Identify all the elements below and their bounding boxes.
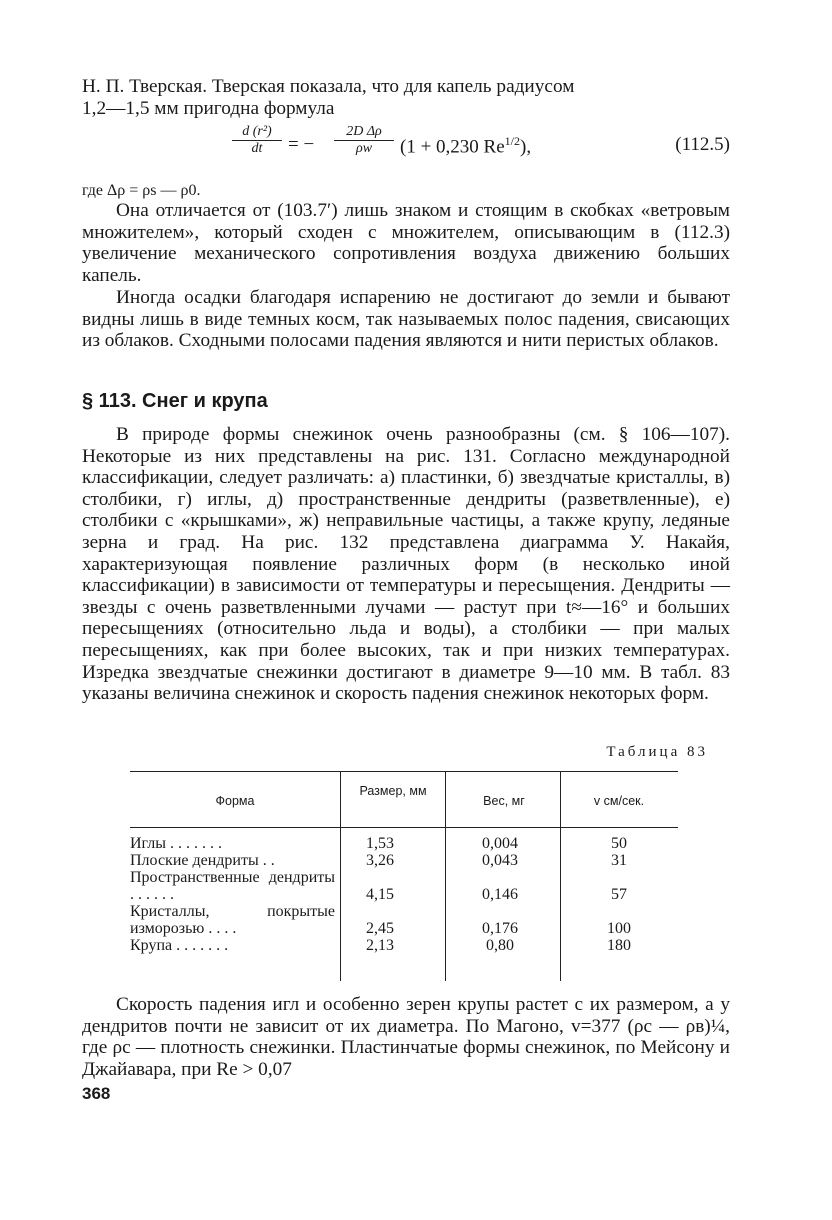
intro-line-1: Н. П. Тверская. Тверская показала, что для капель радиусом — [82, 76, 575, 97]
table-row-5-velocity: 180 — [607, 937, 631, 954]
table-row-2-size: 3,26 — [366, 852, 394, 869]
paragraph-1: Она отличается от (103.7′) лишь знаком и стоящим в скобках «ветровым множителем», который сходен с множителем, описывающим в (112.3) увеличение механического сопротивления воздуха движению больших капель. — [82, 200, 730, 286]
table-row-5-weight: 0,80 — [486, 937, 514, 954]
intro-text — [82, 76, 730, 119]
table-row-5-size: 2,13 — [366, 937, 394, 954]
table-row-4-size: 2,45 — [366, 920, 394, 937]
table-row-4-form: Кристаллы, покрытые изморозью . . . . — [130, 903, 335, 937]
table-row-1-size: 1,53 — [366, 835, 394, 852]
formula-rhs-numerator: 2D Δρ — [346, 124, 382, 139]
table-header-rule — [130, 827, 678, 828]
data-table — [130, 771, 678, 981]
table-row-3-weight: 0,146 — [482, 886, 518, 903]
where-line: где Δρ = ρs — ρ0. — [82, 182, 201, 199]
formula-rhs-denominator: ρw — [334, 140, 394, 157]
paragraph-3: В природе формы снежинок очень разнообразны (см. § 106—107). Некоторые из них представлены на рис. 131. Согласно международной классификации, следует различать: а) пластинки, б) звездчатые кристаллы, в) столбики, г) иглы, д) пространственные дендриты (разветвленные), е) столбики с «крышками», ж) неправильные частицы, а также крупу, ледяные зерна и град. На рис. 132 представлена диаграмма У. Накайя, характеризующая появление различных форм (в несколько иной классификации) в зависимости от температуры и пересыщения. Дендриты — звезды с очень разветвленными лучами — растут при t≈—16° и больших пересыщениях (относительно льда и воды), а столбики — при малых пересыщениях, как при более высоких, так и при низких температурах. Изредка звездчатые снежинки достигают в диаметре 9—10 мм. В табл. 83 указаны величина снежинок и скорость падения снежинок некоторых форм. — [82, 424, 730, 705]
table-row-1-weight: 0,004 — [482, 835, 518, 852]
paragraph-2: Иногда осадки благодаря испарению не достигают до земли и бывают видны лишь в виде темных косм, так называемых полос падения, свисающих из облаков. Сходными полосами падения являются и нити перистых облаков. — [82, 287, 730, 352]
formula-112-5 — [82, 124, 730, 170]
table-header-weight: Вес, мг — [483, 794, 525, 808]
paragraph-4: Скорость падения игл и особенно зерен крупы растет с их размером, а у дендритов почти не зависит от их диаметра. По Магоно, v=377 (ρс — ρв)¼, где ρс — плотность снежинки. Пластинчатые формы снежинок, по Мейсону и Джайавара, при Re > 0,07 — [82, 994, 730, 1080]
table-row-5-form: Крупа . . . . . . . — [130, 937, 229, 954]
table-divider-1 — [340, 771, 341, 981]
table-row-3-form: Пространственные дендриты . . . . . . — [130, 869, 335, 903]
table-row-3-size: 4,15 — [366, 886, 394, 903]
table-header-form: Форма — [215, 794, 255, 808]
table-divider-3 — [560, 771, 561, 981]
formula-lhs — [232, 124, 282, 157]
page-number: 368 — [82, 1084, 111, 1103]
formula-close: ), — [520, 136, 532, 158]
table-row-2-velocity: 31 — [611, 852, 627, 869]
table-row-4-velocity: 100 — [607, 920, 631, 937]
table-row-1-velocity: 50 — [611, 835, 627, 852]
table-row-2-form: Плоские дендриты . . — [130, 852, 275, 869]
table-row-3-velocity: 57 — [611, 886, 627, 903]
formula-rhs-fraction — [334, 124, 394, 157]
formula-equals: = − — [288, 134, 315, 155]
table-caption: Таблица 83 — [606, 744, 708, 760]
table-row-1-form: Иглы . . . . . . . — [130, 835, 223, 852]
intro-line-2: 1,2—1,5 мм пригодна формула — [82, 97, 335, 119]
formula-bracket: (1 + 0,230 Re — [400, 136, 505, 158]
formula-lhs-numerator: d (r²) — [242, 124, 272, 139]
table-divider-2 — [445, 771, 446, 981]
table-header-velocity: v см/сек. — [593, 794, 645, 808]
table-row-2-weight: 0,043 — [482, 852, 518, 869]
table-top-rule — [130, 771, 678, 772]
table-row-4-weight: 0,176 — [482, 920, 518, 937]
formula-number: (112.5) — [675, 134, 730, 155]
formula-rhs-tail — [400, 134, 531, 158]
section-heading: § 113. Снег и крупа — [82, 390, 268, 412]
table-header-size: Размер, мм — [359, 784, 427, 798]
formula-lhs-denominator: dt — [232, 140, 282, 157]
formula-exponent: 1/2 — [504, 134, 520, 148]
